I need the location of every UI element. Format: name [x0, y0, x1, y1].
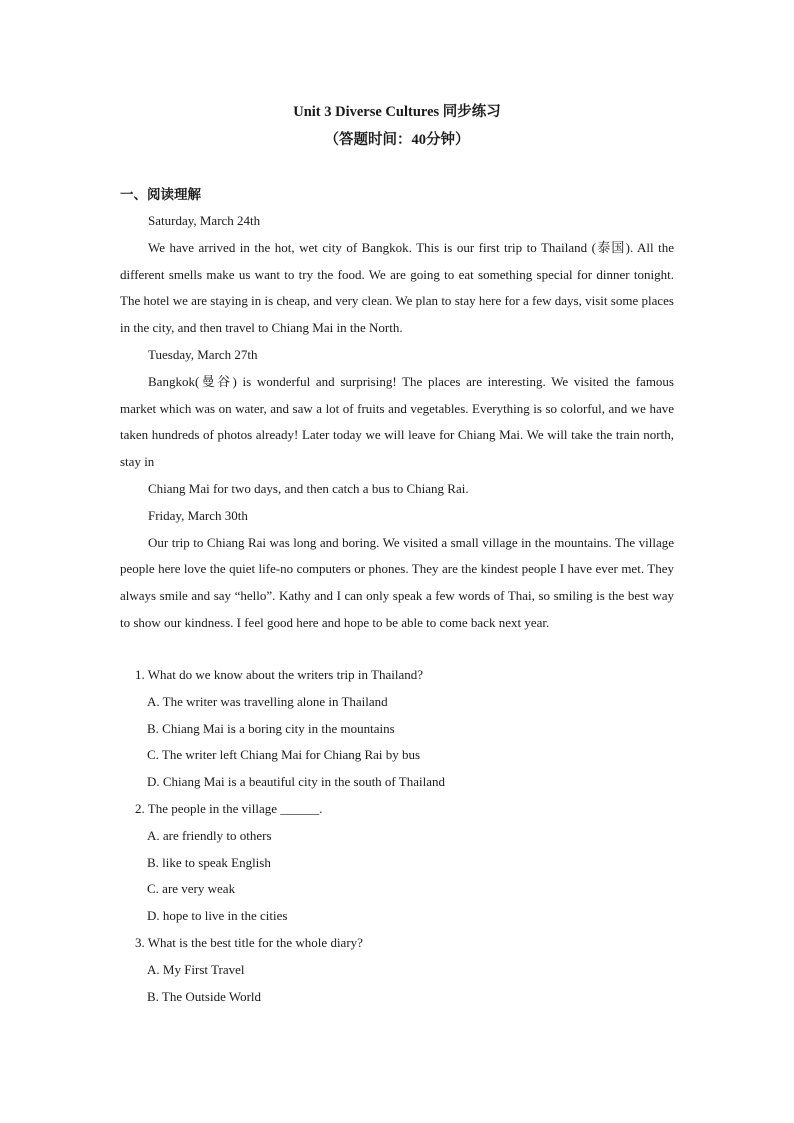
answer-option: D. Chiang Mai is a beautiful city in the south of Thailand [147, 774, 445, 790]
answer-option: B. Chiang Mai is a boring city in the mountains [147, 720, 395, 736]
diary-date: Friday, March 30th [148, 507, 248, 523]
answer-option: A. The writer was travelling alone in Thailand [147, 693, 388, 709]
question-item [135, 930, 675, 1010]
question-list [135, 662, 675, 1010]
diary-paragraph: Bangkok(曼谷) is wonderful and surprising! The places are interesting. We visited the famous market which was on water, and saw a lot of fruits and vegetables. Everything is so colorful, and we have taken hundreds of photos already! Later today we will leave for Chiang Mai. We will take the train north, stay in [120, 373, 674, 470]
answer-option: B. The Outside World [147, 988, 262, 1004]
diary-paragraph: We have arrived in the hot, wet city of Bangkok. This is our first trip to Thailand (泰国). All the different smells make us want to try the food. We are going to eat something special for dinner tonight. The hotel we are staying in is cheap, and very clean. We plan to stay here for a few days, visit some places in the city, and then travel to Chiang Mai in the North. [120, 239, 674, 336]
question-stem: 3. What is the best title for the whole diary? [135, 934, 363, 950]
reading-passage [120, 208, 674, 637]
question-item [135, 796, 675, 930]
question-stem: 2. The people in the village ______. [135, 800, 323, 816]
page-title: Unit 3 Diverse Cultures 同步练习 [293, 104, 501, 120]
question-stem: 1. What do we know about the writers trip in Thailand? [135, 667, 423, 682]
answer-option: A. are friendly to others [147, 827, 272, 843]
answer-option: C. The writer left Chiang Mai for Chiang Rai by bus [147, 747, 421, 763]
diary-date: Tuesday, March 27th [148, 346, 258, 362]
answer-option: C. are very weak [147, 881, 236, 897]
answer-option: B. like to speak English [147, 854, 271, 870]
diary-paragraph: Our trip to Chiang Rai was long and boring. We visited a small village in the mountains. The village people here love the quiet life-no computers or phones. They are the kindest people I have ever met. They always smile and say “hello”. Kathy and I can only speak a few words of Thai, so smiling is the best way to show our kindness. I feel good here and hope to be able to come back next year. [120, 534, 674, 630]
section-heading: 一、阅读理解 [120, 187, 201, 202]
answer-option: A. My First Travel [147, 961, 245, 977]
page-subtitle: （答题时间：40分钟） [324, 132, 470, 148]
answer-option: D. hope to live in the cities [147, 908, 288, 924]
diary-paragraph-continued: Chiang Mai for two days, and then catch a bus to Chiang Rai. [148, 480, 469, 496]
diary-date: Saturday, March 24th [148, 213, 261, 228]
question-item [135, 662, 675, 796]
